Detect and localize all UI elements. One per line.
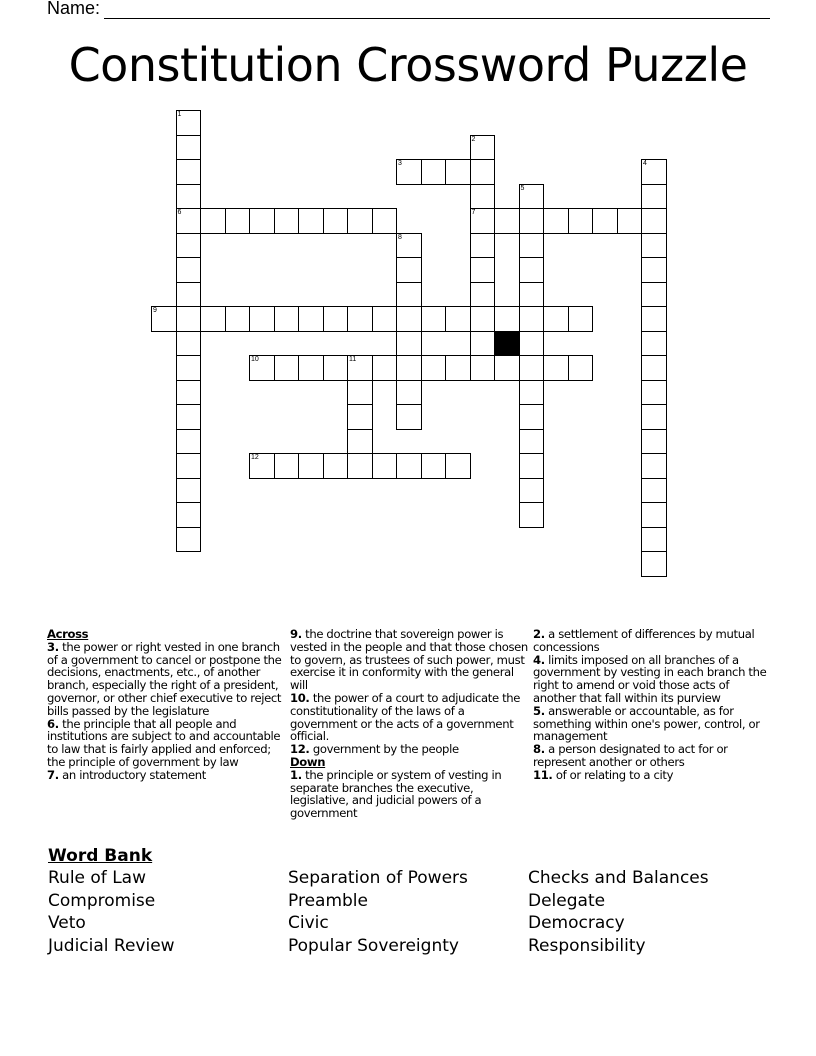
- grid-cell[interactable]: [347, 355, 373, 381]
- grid-cell[interactable]: [323, 208, 349, 234]
- word-bank-title: Word Bank: [48, 846, 153, 866]
- grid-cell[interactable]: [494, 208, 520, 234]
- grid-cell[interactable]: [617, 208, 643, 234]
- down-heading: Down: [290, 754, 326, 769]
- grid-cell[interactable]: [519, 355, 545, 381]
- grid-cell[interactable]: [176, 527, 202, 553]
- grid-cell[interactable]: [641, 257, 667, 283]
- grid-cell[interactable]: [396, 331, 422, 357]
- grid-cell[interactable]: [249, 453, 275, 479]
- word-bank-item: Checks and Balances: [528, 868, 709, 888]
- grid-cell[interactable]: [176, 257, 202, 283]
- grid-cell[interactable]: [347, 306, 373, 332]
- clue-across-10: 10. the power of a court to adjudicate the constitutionality of the laws of a government or the acts of a government official.: [290, 690, 521, 744]
- grid-cell[interactable]: [396, 453, 422, 479]
- grid-cell[interactable]: [396, 404, 422, 430]
- word-bank-item: Democracy: [528, 913, 625, 934]
- grid-cell[interactable]: [641, 380, 667, 406]
- page-title: Constitution Crossword Puzzle: [68, 38, 748, 92]
- clues-column-1: [47, 628, 285, 782]
- grid-cell[interactable]: [176, 282, 202, 308]
- clue-number: 4: [643, 160, 647, 167]
- grid-cell[interactable]: [641, 355, 667, 381]
- clue-number: 11: [349, 356, 357, 363]
- grid-cell[interactable]: [641, 478, 667, 504]
- grid-cell[interactable]: [470, 355, 496, 381]
- clue-down-4: 4. limits imposed on all branches of a government by vesting in each branch the right to amend or void those acts of another that fall within its purview: [533, 652, 767, 705]
- grid-cell[interactable]: [470, 257, 496, 283]
- grid-cell[interactable]: [641, 233, 667, 259]
- grid-cell[interactable]: [641, 429, 667, 455]
- clue-number: 3: [398, 160, 402, 167]
- grid-cell[interactable]: [470, 233, 496, 259]
- grid-cell[interactable]: [519, 429, 545, 455]
- clue-number: 2: [471, 135, 476, 143]
- grid-cell[interactable]: [298, 306, 324, 332]
- grid-cell[interactable]: [176, 355, 202, 381]
- grid-cell[interactable]: [445, 306, 471, 332]
- grid-cell[interactable]: [543, 355, 569, 381]
- grid-cell[interactable]: [519, 257, 545, 283]
- clue-down-11: 11. of or relating to a city: [533, 767, 674, 782]
- grid-cell[interactable]: [298, 208, 324, 234]
- grid-cell[interactable]: [347, 404, 373, 430]
- clues-column-2: [290, 628, 528, 820]
- clue-number: 5: [520, 184, 525, 192]
- clue-across-3: 3. the power or right vested in one branch of a government to cancel or postpone the decisions, enactments, etc., of another branch, especially the right of a president, governor, or other chief executive to reject bills passed by the legislature: [47, 639, 282, 718]
- grid-cell[interactable]: [519, 404, 545, 430]
- grid-cell[interactable]: [225, 208, 251, 234]
- grid-cell[interactable]: [421, 453, 447, 479]
- grid-cell[interactable]: [641, 453, 667, 479]
- grid-cell[interactable]: [396, 282, 422, 308]
- grid-cell[interactable]: [176, 404, 202, 430]
- grid-cell[interactable]: [470, 208, 496, 234]
- grid-cell[interactable]: [470, 159, 496, 185]
- grid-cell[interactable]: [323, 306, 349, 332]
- grid-cell[interactable]: [176, 233, 202, 259]
- grid-cell[interactable]: [372, 355, 398, 381]
- word-bank-column-1: [48, 867, 175, 958]
- clue-number: 12: [251, 454, 259, 461]
- grid-cell[interactable]: [641, 208, 667, 234]
- grid-cell[interactable]: [176, 184, 202, 210]
- grid-cell[interactable]: [372, 306, 398, 332]
- clue-down-5: 5. answerable or accountable, as for something within one's power, control, or management: [533, 703, 760, 744]
- grid-cell[interactable]: [176, 478, 202, 504]
- grid-cell[interactable]: [225, 306, 251, 332]
- grid-cell[interactable]: [543, 306, 569, 332]
- grid-cell[interactable]: [249, 355, 275, 381]
- word-bank-item: Popular Sovereignty: [288, 936, 459, 957]
- grid-cell[interactable]: [347, 429, 373, 455]
- grid-cell[interactable]: [176, 159, 202, 185]
- grid-cell[interactable]: [519, 233, 545, 259]
- name-line[interactable]: [104, 2, 770, 19]
- grid-cell[interactable]: [568, 208, 594, 234]
- grid-cell[interactable]: [200, 306, 226, 332]
- grid-cell[interactable]: [274, 453, 300, 479]
- grid-cell[interactable]: [298, 355, 324, 381]
- grid-cell[interactable]: [274, 355, 300, 381]
- grid-cell[interactable]: [470, 135, 496, 161]
- across-heading: Across: [47, 627, 89, 641]
- grid-cell[interactable]: [519, 478, 545, 504]
- grid-cell[interactable]: [274, 208, 300, 234]
- word-bank-item: Compromise: [48, 890, 156, 911]
- grid-cell[interactable]: [519, 380, 545, 406]
- grid-cell[interactable]: [176, 135, 202, 161]
- grid-cell[interactable]: [396, 257, 422, 283]
- black-square: [494, 331, 520, 357]
- grid-cell[interactable]: [519, 184, 545, 210]
- clue-across-9: 9. the doctrine that sovereign power is vested in the people and that those chosen to govern, as trustees of such power, must exercise it in conformity with the general will: [290, 627, 528, 693]
- grid-cell[interactable]: [592, 208, 618, 234]
- grid-cell[interactable]: [176, 208, 202, 234]
- grid-cell[interactable]: [641, 502, 667, 528]
- grid-cell[interactable]: [176, 502, 202, 528]
- grid-cell[interactable]: [519, 306, 545, 332]
- clue-number: 6: [177, 209, 182, 216]
- grid-cell[interactable]: [519, 453, 545, 479]
- grid-cell[interactable]: [445, 355, 471, 381]
- grid-cell[interactable]: [249, 306, 275, 332]
- grid-cell[interactable]: [372, 208, 398, 234]
- grid-cell[interactable]: [176, 331, 202, 357]
- grid-cell[interactable]: [200, 208, 226, 234]
- grid-cell[interactable]: [641, 184, 667, 210]
- word-bank-item: Delegate: [528, 890, 606, 911]
- grid-cell[interactable]: [641, 159, 667, 185]
- grid-cell[interactable]: [470, 331, 496, 357]
- grid-cell[interactable]: [372, 453, 398, 479]
- grid-cell[interactable]: [470, 306, 496, 332]
- grid-cell[interactable]: [274, 306, 300, 332]
- grid-cell[interactable]: [396, 306, 422, 332]
- grid-cell[interactable]: [396, 380, 422, 406]
- grid-cell[interactable]: [176, 306, 202, 332]
- grid-cell[interactable]: [519, 502, 545, 528]
- clue-down-2: 2. a settlement of differences by mutual concessions: [533, 627, 755, 654]
- grid-cell[interactable]: [347, 453, 373, 479]
- clue-down-1: 1. the principle or system of vesting in separate branches the executive, legislative, and judicial powers of a government: [290, 767, 502, 821]
- word-bank-item: Civic: [288, 913, 329, 934]
- grid-cell[interactable]: [323, 355, 349, 381]
- clue-across-12: 12. government by the people: [290, 742, 459, 757]
- grid-cell[interactable]: [396, 355, 422, 381]
- clue-down-8: 8. a person designated to act for or represent another or others: [533, 742, 728, 769]
- clue-number: 7: [471, 209, 476, 216]
- grid-cell[interactable]: [151, 306, 177, 332]
- word-bank-item: Responsibility: [528, 936, 646, 957]
- grid-cell[interactable]: [641, 331, 667, 357]
- name-label: Name:: [47, 0, 101, 18]
- clue-number: 9: [153, 307, 157, 314]
- grid-cell[interactable]: [176, 429, 202, 455]
- grid-cell[interactable]: [347, 208, 373, 234]
- clues-column-3: [533, 628, 771, 782]
- grid-cell[interactable]: [641, 551, 667, 577]
- grid-cell[interactable]: [519, 331, 545, 357]
- grid-cell[interactable]: [641, 306, 667, 332]
- grid-cell[interactable]: [323, 453, 349, 479]
- grid-cell[interactable]: [519, 282, 545, 308]
- word-bank-item: Judicial Review: [48, 936, 175, 957]
- clue-number: 1: [177, 111, 182, 118]
- grid-cell[interactable]: [641, 527, 667, 553]
- clue-across-6: 6. the principle that all people and institutions are subject to and accountable to law that is fairly applied and enforced; the principle of government by law: [47, 716, 281, 769]
- grid-cell[interactable]: [470, 282, 496, 308]
- word-bank-column-3: [528, 867, 709, 958]
- clue-number: 10: [251, 356, 259, 363]
- grid-cell[interactable]: [568, 306, 594, 332]
- grid-cell[interactable]: [494, 355, 520, 381]
- word-bank-column-2: [288, 867, 468, 958]
- grid-cell[interactable]: [519, 208, 545, 234]
- grid-cell[interactable]: [421, 355, 447, 381]
- word-bank-item: Preamble: [288, 890, 368, 911]
- grid-cell[interactable]: [641, 282, 667, 308]
- clue-across-7: 7. an introductory statement: [47, 767, 206, 782]
- grid-cell[interactable]: [421, 159, 447, 185]
- grid-cell[interactable]: [445, 159, 471, 185]
- grid-cell[interactable]: [396, 159, 422, 185]
- name-field[interactable]: [47, 0, 770, 19]
- clue-number: 8: [398, 233, 402, 241]
- grid-cell[interactable]: [445, 453, 471, 479]
- grid-cell[interactable]: [249, 208, 275, 234]
- grid-cell[interactable]: [470, 184, 496, 210]
- grid-cell[interactable]: [298, 453, 324, 479]
- word-bank-item: Rule of Law: [48, 868, 146, 888]
- word-bank-item: Veto: [48, 913, 86, 934]
- grid-cell[interactable]: [176, 453, 202, 479]
- grid-cell[interactable]: [641, 404, 667, 430]
- grid-cell[interactable]: [396, 233, 422, 259]
- grid-cell[interactable]: [421, 306, 447, 332]
- grid-cell[interactable]: [176, 110, 202, 136]
- word-bank-item: Separation of Powers: [288, 868, 468, 888]
- grid-cell[interactable]: [176, 380, 202, 406]
- grid-cell[interactable]: [494, 306, 520, 332]
- grid-cell[interactable]: [347, 380, 373, 406]
- grid-cell[interactable]: [568, 355, 594, 381]
- grid-cell[interactable]: [543, 208, 569, 234]
